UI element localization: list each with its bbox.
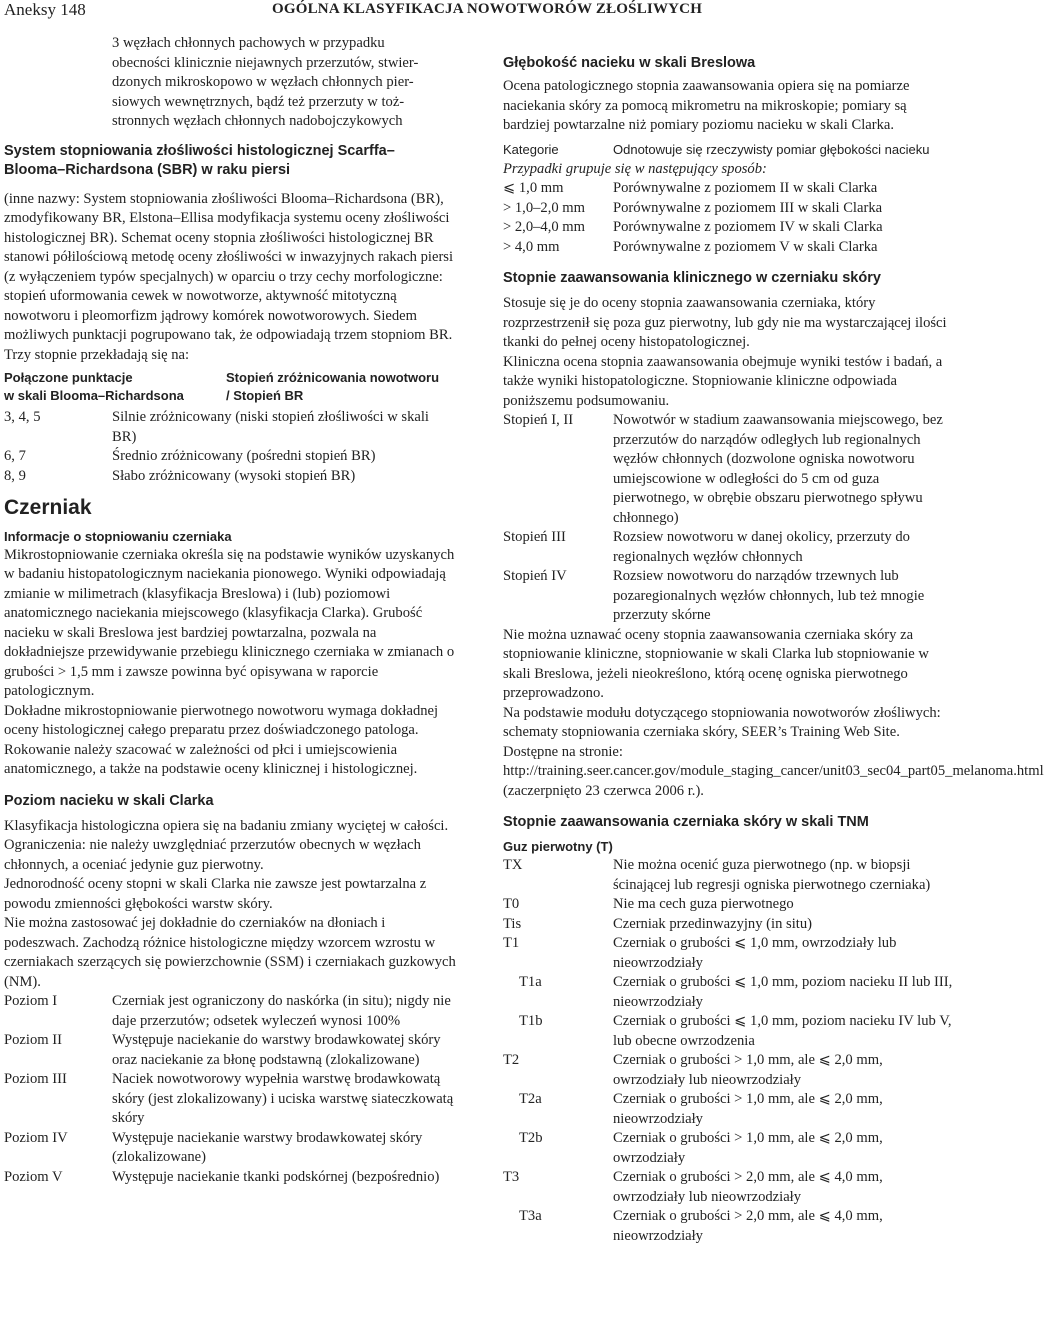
grade-desc: Silnie zróżnicowany (niski stopień złośliwości w skali BR) [112,409,429,445]
tnm-heading: Stopnie zaawansowania czerniaka skóry w skali TNM [503,814,869,830]
clark-level: Poziom III [4,1071,67,1087]
breslow-desc: Porównywalne z poziomem III w skali Clarka [613,199,883,216]
clinical-heading: Stopnie zaawansowania klinicznego w czerniaku skóry [503,270,881,286]
clark-level: Poziom I [4,993,58,1009]
stage-label: Stopień IV [503,568,567,584]
kategorie-row [503,140,955,160]
tnm-row [503,856,955,895]
tnm-code: T2b [519,1130,543,1146]
clinical-paragraph: Stosuje się je do oceny stopnia zaawansowania czerniaka, który rozprzestrzenił się poza guz pierwotny, lub gdy nie ma wystarczającej ilości tkanki do pełnej oceny histopatologicznej. [503,295,947,350]
tnm-code: T3a [519,1208,542,1224]
clark-level-row [4,1129,456,1168]
clark-heading: Poziom nacieku w skali Clarka [4,792,214,809]
tnm-row [503,1012,955,1051]
breslow-row [503,238,955,258]
stage-desc: Rozsiew nowotworu do narządów trzewnych lub pozaregionalnych węzłów chłonnych, lub też mnogie przerzuty skórne [613,568,925,623]
closing-paragraph: Nie można uznawać oceny stopnia zaawansowania czerniaka skóry za stopniowanie kliniczne, stopniowanie w skali Clarka lub stopniowanie w skali Breslowa, jeżeli nieokreślono, którą ocenę ogniska pierwotnego przeprowadzono. [503,626,929,701]
info-paragraph: Mikrostopniowanie czerniaka określa się na podstawie wyników uzyskanych w badaniu histopatologicznym naciekania pionowego. Wyniki odpowiadają zmianie w milimetrach (klasyfikacja Breslowa) i (lub) poziomowi anatomicznego naciekania miejscowego (klasyfikacja Clarka). Grubość nacieku w skali Breslowa jest bardziej powtarzalna, pozwala na dokładniejsze przewidywanie przebiegu klinicznego czerniaka w zmianach o grubości > 1,5 mm i zawsze powinna być opisywana w raporcie patologicznym. [4,546,455,699]
stage-row [503,528,955,567]
stage-row [503,411,955,528]
right-column [503,54,1044,1246]
clark-level-desc: Czerniak jest ograniczony do naskórka (in situ); nigdy nie daje przerzutów; odsetek wyleczeń wynosi 100% [112,993,451,1029]
tnm-code: T1 [503,935,520,951]
running-title: OGÓLNA KLASYFIKACJA NOWOTWORÓW ZŁOŚLIWYCH [272,1,703,17]
breslow-desc: Porównywalne z poziomem II w skali Clarka [613,180,878,196]
grade-score: 8, 9 [4,467,26,484]
tnm-code: Tis [503,915,522,932]
grade-score: 6, 7 [4,448,26,464]
info-heading: Informacje o stopniowaniu czerniaka [4,528,232,544]
breslow-desc: Porównywalne z poziomem IV w skali Clarka [613,219,883,235]
clark-level-desc: Występuje naciekanie do warstwy brodawkowatej skóry oraz naciekanie za błonę podstawną (zlokalizowane) [112,1032,441,1068]
breslow-depth: > 2,0–4,0 mm [503,219,586,235]
grade-header-col1b: w skali Blooma–Richardsona [4,388,184,403]
czerniak-heading: Czerniak [4,496,92,519]
clark-level-row [4,1168,456,1188]
intro-continuation [112,34,456,132]
stage-label: Stopień I, II [503,412,574,428]
grade-header-col1: Połączone punktacje [4,370,133,385]
breslow-heading: Głębokość nacieku w skali Breslowa [503,55,756,71]
tnm-desc: Czerniak przedinwazyjny (in situ) [613,915,812,932]
tnm-desc: Czerniak o grubości > 2,0 mm, ale ⩽ 4,0 mm, owrzodziały lub nieowrzodziały [613,1169,883,1205]
clark-level: Poziom II [4,1032,62,1048]
tnm-code: T1b [519,1013,543,1029]
clark-paragraph: Jednorodność oceny stopni w skali Clarka nie zawsze jest powtarzalna z powodu zmienności głębokości warstw skóry. [4,876,427,912]
breslow-desc: Porównywalne z poziomem V w skali Clarka [613,238,878,255]
tnm-code: TX [503,857,523,873]
tnm-code: T0 [503,896,520,912]
sbr-heading: System stopniowania złośliwości histologicznej Scarffa–Blooma–Richardsona (SBR) w raku piersi [4,142,395,178]
breslow-paragraph: Ocena patologicznego stopnia zaawansowania opiera się na pomiarze naciekania skóry za pomocą mikrometru na mikroskopie; pomiary są bardziej powtarzalne niż pomiary poziomu nacieku w skali Clarka. [503,78,910,133]
grade-header-col2: Stopień zróżnicowania nowotworu [226,370,440,385]
breslow-depth: > 1,0–2,0 mm [503,199,586,216]
page-header [0,0,960,24]
grade-row [4,447,456,467]
tnm-row [503,1168,955,1207]
kategorie-label: Kategorie [503,141,559,157]
intro-line: siowych wewnętrznych, bądź też przerzuty w toż- [112,93,405,110]
tnm-row [503,1207,955,1246]
tnm-code: T2a [519,1091,542,1107]
tnm-row [503,895,955,915]
intro-line: stronnych węzłach chłonnych nadobojczykowych [112,113,403,129]
tnm-desc: Czerniak o grubości > 1,0 mm, ale ⩽ 2,0 mm, owrzodziały lub nieowrzodziały [613,1052,883,1088]
breslow-row [503,199,955,219]
tnm-row [503,915,955,935]
tnm-table [503,856,955,1246]
clark-level-row [4,1070,456,1129]
intro-line: obecności klinicznie niejawnych przerzutów, stwier- [112,54,419,71]
grade-row [4,467,456,487]
grade-score: 3, 4, 5 [4,409,41,425]
tnm-row [503,1051,955,1090]
grade-row [4,408,456,447]
tnm-row [503,934,955,973]
info-paragraph: Dokładne mikrostopniowanie pierwotnego nowotworu wymaga dokładnej oceny histologicznej całego preparatu przez doświadczonego patologa. Rokowanie należy szacować w zależności od płci i umiejscowienia anatomicznego, a także na podstawie oceny klinicznej i histologicznej. [4,702,439,777]
grouping-note: Przypadki grupuje się w następujący sposób: [503,160,767,177]
clark-level-desc: Występuje naciekanie tkanki podskórnej (bezpośrednio) [112,1168,440,1185]
clark-level: Poziom IV [4,1129,68,1146]
clark-paragraph: Nie można zastosować jej dokładnie do czerniaków na dłoniach i podeszwach. Zachodzą różnice histologiczne między wzorcem wzrostu w czerniakach szerzących się powierzchownie (SSM) i czerniakach guzkowych (NM). [4,915,456,990]
breslow-row [503,179,955,199]
tnm-desc: Czerniak o grubości ⩽ 1,0 mm, owrzodziały lub nieowrzodziały [613,935,897,971]
tnm-code: T2 [503,1052,520,1068]
left-column [4,34,456,1187]
tnm-desc: Czerniak o grubości ⩽ 1,0 mm, poziom nacieku IV lub V, lub obecne owrzodzenia [613,1013,952,1049]
grade-desc: Średnio zróżnicowany (pośredni stopień BR) [112,448,376,464]
tnm-code: T1a [519,974,542,990]
tnm-desc: Czerniak o grubości > 2,0 mm, ale ⩽ 4,0 mm, nieowrzodziały [613,1208,883,1244]
sbr-paragraph: (inne nazwy: System stopniowania złośliwości Blooma–Richardsona (BR), zmodyfikowany BR, Elstona–Ellisa modyfikacja systemu oceny złośliwości histologicznej BR). Schemat oceny stopnia złośliwości histologicznej BR stanowi półilościową metodę oceny złośliwości w inwazyjnych rakach piersi (z wyłączeniem typów specjalnych) w oparciu o trzy cechy morfologiczne: stopień uformowania cewek w nowotworze, aktywność mitotyczną nowotworu i pleomorfizm jądrowy komórek nowotworowych. Siedem możliwych punktacji pogrupowano tak, że odpowiadają trzem stopniom BR. Trzy stopnie przekładają się na: [4,190,454,363]
breslow-depth: > 4,0 mm [503,238,560,255]
tnm-desc: Nie ma cech guza pierwotnego [613,896,794,912]
intro-line: 3 węzłach chłonnych pachowych w przypadku [112,35,385,51]
clark-level-desc: Naciek nowotworowy wypełnia warstwę brodawkowatą skóry (jest zlokalizowany) i uciska warstwę siateczkowatą skóry [112,1071,454,1126]
closing-paragraph: Na podstawie modułu dotyczącego stopniowania nowotworów złośliwych: schematy stopniowania czerniaka skóry, SEER’s Training Web Site. Dostępne na stronie: http://training.seer.cancer.gov/module_staging_cancer/unit03_sec04_part05_melanoma.html (zaczerpnięto 23 czerwca 2006 r.). [503,704,1044,799]
stage-desc: Rozsiew nowotworu w danej okolicy, przerzuty do regionalnych węzłów chłonnych [613,529,910,565]
tnm-row [503,1090,955,1129]
clark-paragraph: Ograniczenia: nie należy uwzględniać przerzutów obecnych w węzłach chłonnych, a oceniać jedynie guz pierwotny. [4,837,421,873]
tnm-desc: Nie można ocenić guza pierwotnego (np. w biopsji ścinającej lub regresji ogniska pierwotnego czerniaka) [613,857,931,893]
tnm-row [503,1129,955,1168]
page-label: Aneksy 148 [4,0,86,19]
stage-row [503,567,955,626]
breslow-depth: ⩽ 1,0 mm [503,180,564,196]
stage-desc: Nowotwór w stadium zaawansowania miejscowego, bez przerzutów do narządów odległych lub regionalnych węzłów chłonnych (dozwolone ogniska nowotworu umiejscowione w odległości do 5 cm od guza pierwotnego, w obrębie obszaru pierwotnego spływu chłonnego) [613,412,943,526]
clark-level-desc: Występuje naciekanie warstwy brodawkowatej skóry (zlokalizowane) [112,1129,423,1165]
clinical-paragraph: Kliniczna ocena stopnia zaawansowania obejmuje wyniki testów i badań, a także wyniki histopatologiczne. Stopniowanie kliniczne odpowiada poniższemu podsumowaniu. [503,353,943,409]
kategorie-desc: Odnotowuje się rzeczywisty pomiar głębokości nacieku [613,141,930,157]
clark-level: Poziom V [4,1168,63,1185]
breslow-row [503,218,955,238]
grade-desc: Słabo zróżnicowany (wysoki stopień BR) [112,467,356,484]
clark-level-row [4,992,456,1031]
tnm-subheading: Guz pierwotny (T) [503,839,613,854]
tnm-desc: Czerniak o grubości ⩽ 1,0 mm, poziom nacieku II lub III, nieowrzodziały [613,974,953,1010]
tnm-row [503,973,955,1012]
tnm-code: T3 [503,1169,520,1185]
clark-level-row [4,1031,456,1070]
intro-line: dzonych mikroskopowo w węzłach chłonnych pier- [112,74,414,90]
clark-paragraph: Klasyfikacja histologiczna opiera się na badaniu zmiany wyciętej w całości. [4,817,449,834]
grade-table-header [4,369,456,405]
tnm-desc: Czerniak o grubości > 1,0 mm, ale ⩽ 2,0 mm, nieowrzodziały [613,1091,883,1127]
grade-header-col2b: / Stopień BR [226,388,304,403]
stage-label: Stopień III [503,529,566,545]
tnm-desc: Czerniak o grubości > 1,0 mm, ale ⩽ 2,0 mm, owrzodziały [613,1130,883,1166]
